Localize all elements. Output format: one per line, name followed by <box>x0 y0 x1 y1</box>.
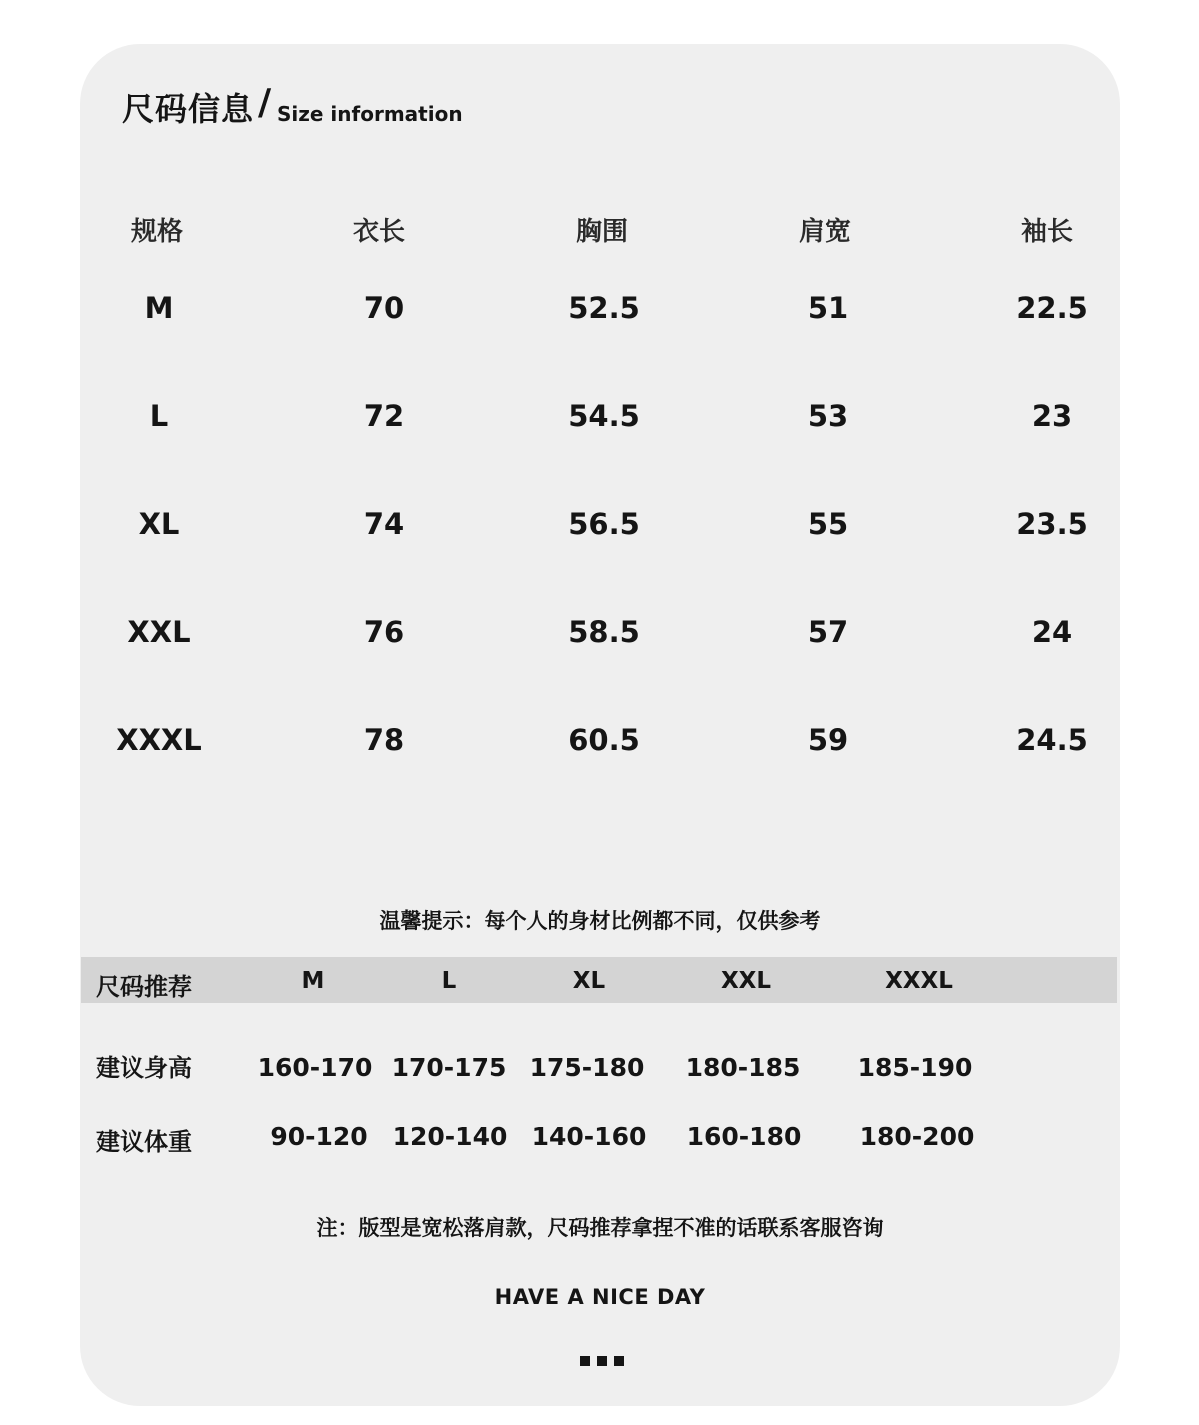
table-cell: 60.5 <box>568 723 640 757</box>
table-cell: 22.5 <box>1016 291 1088 325</box>
recommend-size: XXXL <box>885 968 953 994</box>
recommend-label: 尺码推荐 <box>96 973 192 1001</box>
table-cell: XXXL <box>116 723 202 757</box>
title-chinese: 尺码信息 <box>122 90 255 128</box>
weight-label: 建议体重 <box>96 1128 192 1156</box>
table-cell: XXL <box>127 615 191 649</box>
table-cell: 70 <box>363 291 405 325</box>
fit-note: 注：版型是宽松落肩款，尺码推荐拿捏不准的话联系客服咨询 <box>316 1216 884 1240</box>
weight-value: 140-160 <box>531 1122 647 1151</box>
height-value: 180-185 <box>685 1053 801 1082</box>
table-cell: 78 <box>363 723 405 757</box>
weight-value: 160-180 <box>686 1122 802 1151</box>
table-cell: 76 <box>363 615 405 649</box>
table-cell: 55 <box>807 507 849 541</box>
table-cell: 58.5 <box>568 615 640 649</box>
table-cell: 23.5 <box>1016 507 1088 541</box>
recommend-size: XXL <box>720 968 772 994</box>
weight-value: 120-140 <box>392 1122 508 1151</box>
weight-value: 90-120 <box>270 1122 368 1151</box>
dot-icon <box>580 1356 590 1366</box>
table-cell: M <box>144 291 174 325</box>
table-cell: 24 <box>1031 615 1073 649</box>
table-cell: XL <box>138 507 180 541</box>
height-value: 160-170 <box>257 1053 373 1082</box>
header-size: 规格 <box>130 217 184 247</box>
table-cell: 23 <box>1031 399 1073 433</box>
recommend-size: L <box>441 968 457 994</box>
table-cell: 52.5 <box>568 291 640 325</box>
table-cell: 57 <box>807 615 849 649</box>
table-cell: 74 <box>363 507 405 541</box>
more-dots-icon <box>580 1356 624 1368</box>
table-cell: 24.5 <box>1016 723 1088 757</box>
weight-value: 180-200 <box>859 1122 975 1151</box>
title-english: Size information <box>277 102 463 126</box>
dot-icon <box>614 1356 624 1366</box>
title-separator: / <box>258 82 272 123</box>
height-value: 175-180 <box>529 1053 645 1082</box>
table-cell: L <box>149 399 169 433</box>
height-value: 185-190 <box>857 1053 973 1082</box>
header-length: 衣长 <box>352 217 406 247</box>
table-cell: 72 <box>363 399 405 433</box>
table-cell: 59 <box>807 723 849 757</box>
table-cell: 56.5 <box>568 507 640 541</box>
table-cell: 53 <box>807 399 849 433</box>
table-cell: 54.5 <box>568 399 640 433</box>
header-shoulder: 肩宽 <box>798 217 852 247</box>
recommend-size: XL <box>572 968 606 994</box>
dot-icon <box>597 1356 607 1366</box>
recommend-size: M <box>301 968 325 994</box>
table-cell: 51 <box>807 291 849 325</box>
header-sleeve: 袖长 <box>1020 217 1074 247</box>
height-value: 170-175 <box>391 1053 507 1082</box>
height-label: 建议身高 <box>96 1054 192 1082</box>
reference-tip: 温馨提示：每个人的身材比例都不同，仅供参考 <box>379 909 821 933</box>
header-chest: 胸围 <box>575 217 629 247</box>
slogan: HAVE A NICE DAY <box>494 1285 706 1309</box>
